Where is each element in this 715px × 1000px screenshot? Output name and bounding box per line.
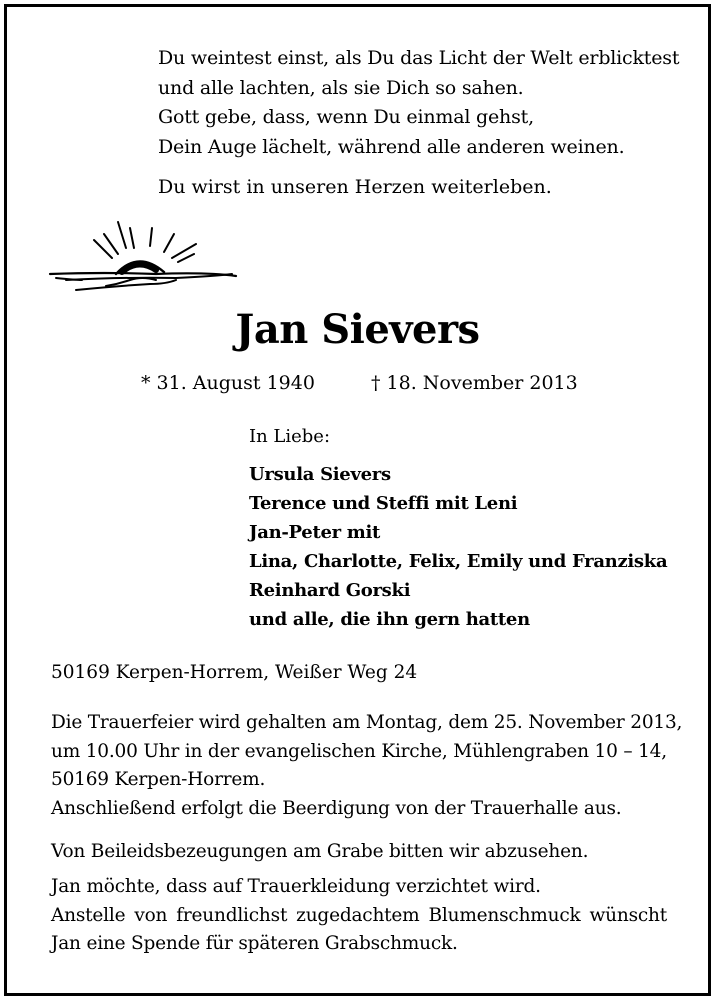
mourners-list — [249, 460, 667, 634]
mourners-intro: In Liebe: — [249, 426, 331, 447]
family-address: 50169 Kerpen-Horrem, Weißer Weg 24 — [51, 662, 418, 683]
poem-line: Dein Auge lächelt, während alle anderen weinen. — [158, 135, 625, 158]
mourner-name: Jan-Peter mit — [249, 522, 381, 543]
poem-line: Gott gebe, dass, wenn Du einmal gehst, — [158, 106, 534, 128]
notice-line: um 10.00 Uhr in der evangelischen Kirche, Mühlengraben 10 – 14, — [51, 740, 667, 762]
poem — [158, 44, 679, 162]
notice-line: 50169 Kerpen-Horrem. — [51, 769, 266, 790]
notice-line: Die Trauerfeier wird gehalten am Montag, dem 25. November 2013, — [51, 712, 683, 733]
mourner-name: Terence und Steffi mit Leni — [249, 493, 518, 514]
deceased-name: Jan Sievers — [235, 306, 480, 353]
mourner-name: Lina, Charlotte, Felix, Emily und Franziska — [249, 551, 668, 572]
birth-date: * 31. August 1940 — [141, 372, 315, 394]
death-date: † 18. November 2013 — [371, 372, 578, 394]
notice-line: Von Beileidsbezeugungen am Grabe bitten wir abzusehen. — [51, 841, 589, 862]
poem-line: Du weintest einst, als Du das Licht der Welt erblicktest — [158, 47, 680, 69]
notice-line: Jan möchte, dass auf Trauerkleidung verzichtet wird. — [51, 876, 541, 897]
wishes-notice — [51, 873, 667, 959]
poem-closing: Du wirst in unseren Herzen weiterleben. — [158, 176, 552, 198]
mourner-name: und alle, die ihn gern hatten — [249, 609, 530, 630]
funeral-notice — [51, 709, 683, 823]
condolence-notice — [51, 838, 667, 867]
mourner-name: Ursula Sievers — [249, 464, 391, 485]
notice-line: Anstelle von freundlichst zugedachtem Blumenschmuck wünscht — [51, 904, 667, 926]
poem-line: und alle lachten, als sie Dich so sahen. — [158, 76, 524, 99]
notice-line: Anschließend erfolgt die Beerdigung von der Trauerhalle aus. — [51, 797, 622, 819]
notice-line: Jan eine Spende für späteren Grabschmuck. — [51, 933, 458, 954]
sunrise-icon — [46, 214, 242, 296]
mourner-name: Reinhard Gorski — [249, 580, 411, 601]
